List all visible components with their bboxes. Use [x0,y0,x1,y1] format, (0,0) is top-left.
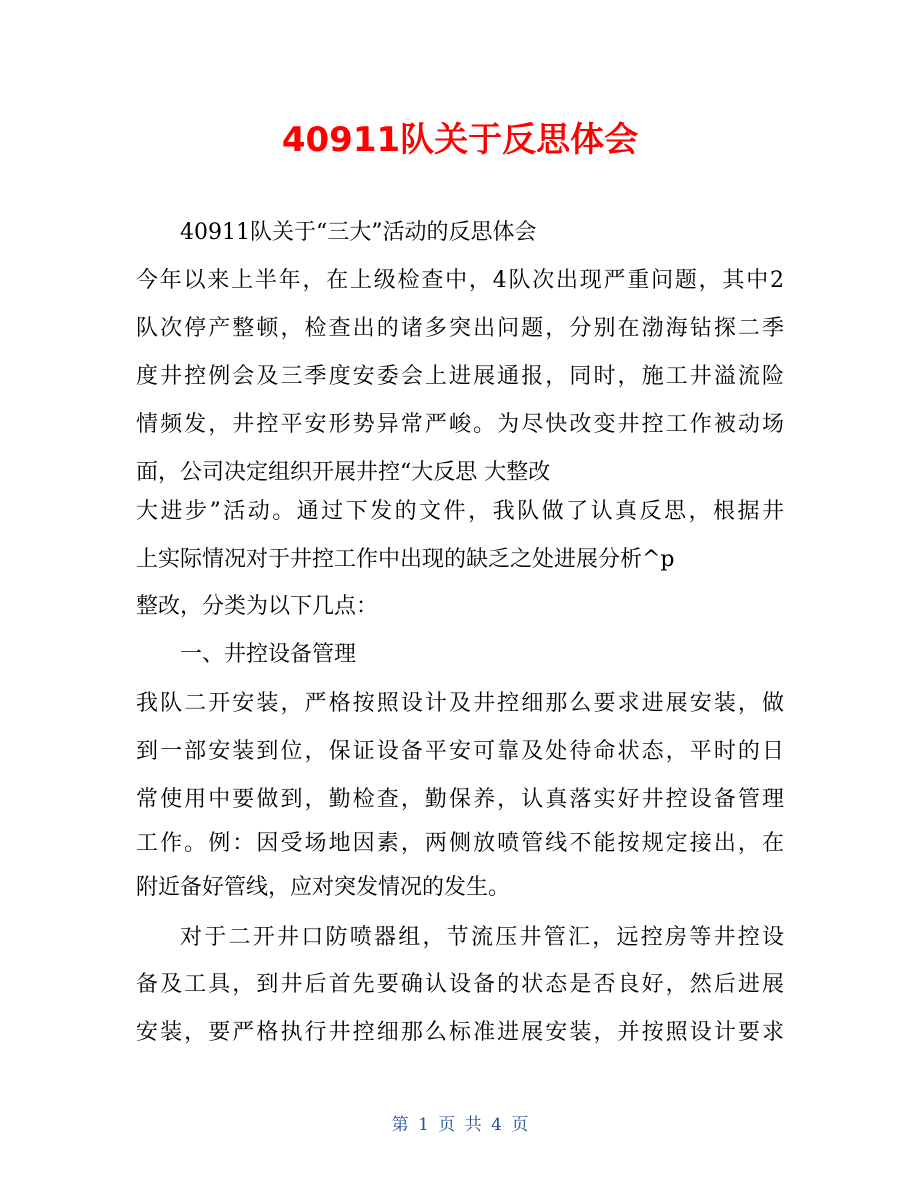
body-line: 情频发，井控平安形势异常严峻。为尽快改变井控工作被动场 [136,412,784,437]
body-line: 大进步”活动。通过下发的文件，我队做了认真反思，根据井 [136,499,784,524]
body-line: 整改，分类为以下几点： [136,594,379,619]
body-line: 工作。例：因受场地因素，两侧放喷管线不能按规定接出，在 [136,831,784,856]
body-line: 今年以来上半年，在上级检查中，4队次出现严重问题，其中2 [136,268,784,293]
body-line: 队次停产整顿，检查出的诸多突出问题，分别在渤海钻探二季 [136,316,784,341]
body-line: 对于二开井口防喷器组，节流压井管汇，远控房等井控设 [180,925,784,950]
body-line: 到一部安装到位，保证设备平安可靠及处待命状态，平时的日 [136,739,784,764]
section-heading: 一、井控设备管理 [180,642,357,667]
body-line: 备及工具，到井后首先要确认设备的状态是否良好，然后进展 [136,972,784,997]
body-line: 面，公司决定组织开展井控“大反思 大整改 [136,460,551,485]
page-number-footer: 第 1 页 共 4 页 [391,1115,529,1135]
body-line: 上实际情况对于井控工作中出现的缺乏之处进展分析^p [136,547,675,572]
body-line: 安装，要严格执行井控细那么标准进展安装，并按照设计要求 [136,1020,784,1045]
body-line: 我队二开安装，严格按照设计及井控细那么要求进展安装，做 [136,691,784,716]
subtitle-line: 40911队关于“三大”活动的反思体会 [180,220,537,245]
body-line: 附近备好管线，应对突发情况的发生。 [136,875,511,900]
document-title: 40911队关于反思体会 [281,120,639,160]
body-line: 度井控例会及三季度安委会上进展通报，同时，施工井溢流险 [136,364,784,389]
body-line: 常使用中要做到，勤检查，勤保养，认真落实好井控设备管理 [136,787,784,812]
